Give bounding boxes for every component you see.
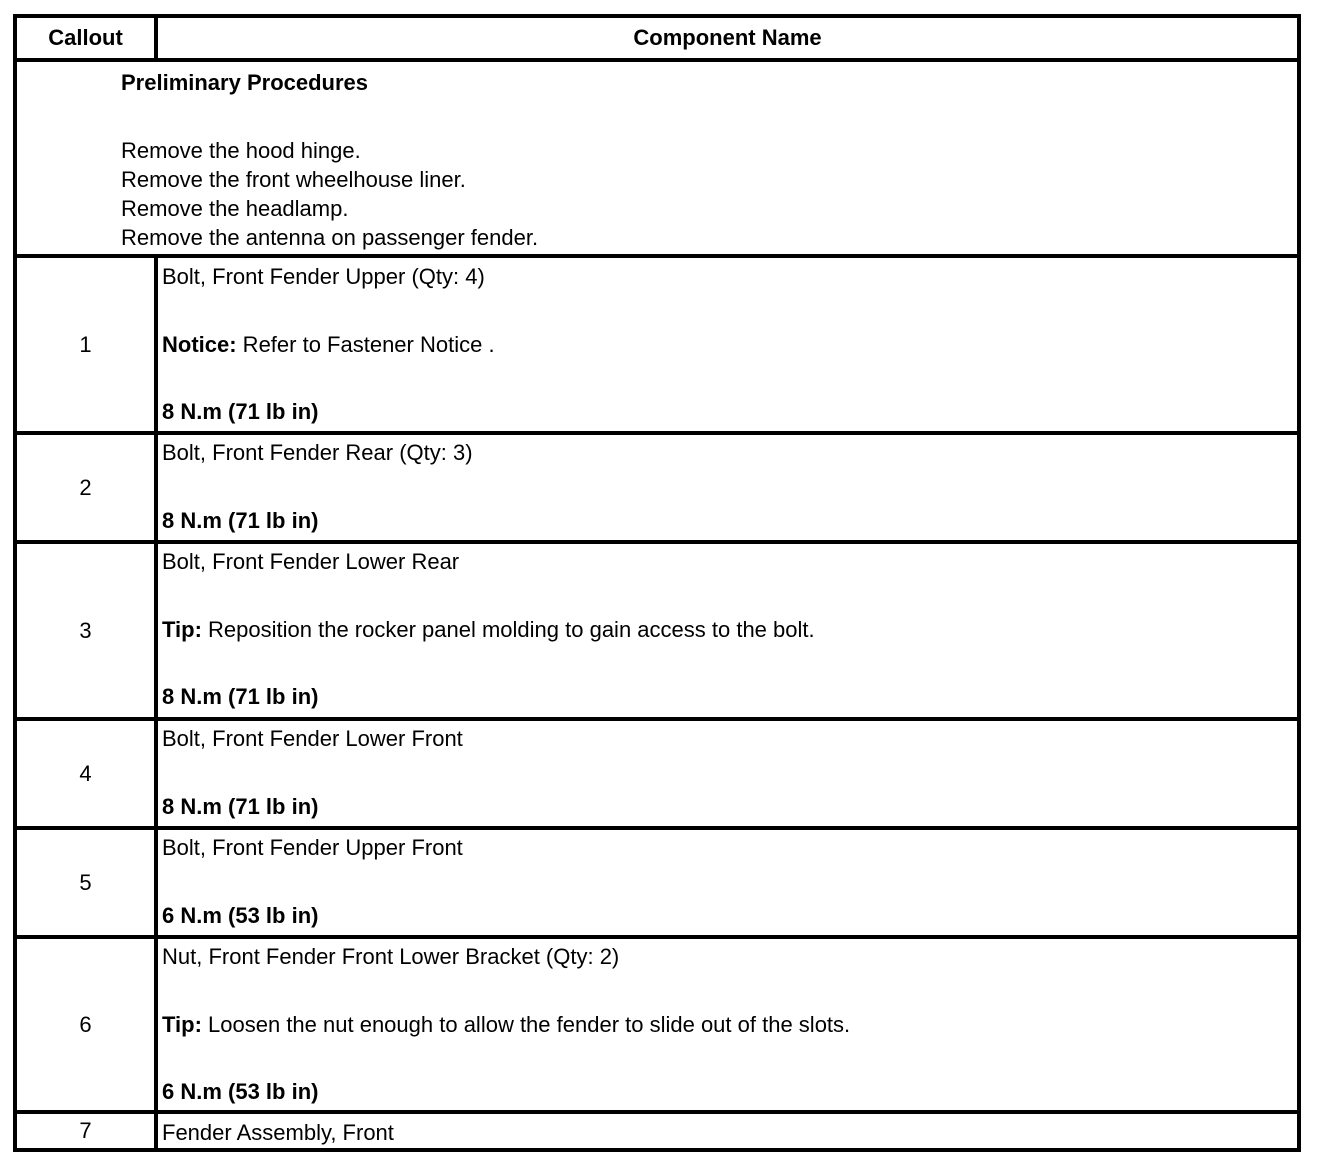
preliminary-procedures xyxy=(13,58,1301,254)
component-name: Nut, Front Fender Front Lower Bracket (Qty: 2) xyxy=(162,944,620,969)
table-row xyxy=(13,254,1301,431)
torque-spec: 8 N.m (71 lb in) xyxy=(162,684,319,709)
preliminary-step: Remove the headlamp. xyxy=(121,196,349,221)
component-name: Bolt, Front Fender Upper Front xyxy=(162,835,463,860)
component-name: Fender Assembly, Front xyxy=(162,1120,394,1145)
torque-spec: 8 N.m (71 lb in) xyxy=(162,399,319,424)
component-name: Bolt, Front Fender Upper (Qty: 4) xyxy=(162,264,485,289)
component-name: Bolt, Front Fender Rear (Qty: 3) xyxy=(162,440,473,465)
table-row xyxy=(13,1110,1301,1152)
preliminary-step: Remove the front wheelhouse liner. xyxy=(121,167,466,192)
table-row xyxy=(13,935,1301,1110)
component-note xyxy=(162,1014,850,1036)
preliminary-step: Remove the antenna on passenger fender. xyxy=(121,225,539,250)
callout-number: 7 xyxy=(79,1118,92,1143)
note-label: Tip: xyxy=(162,617,202,642)
callout-number: 2 xyxy=(79,474,92,500)
table-header xyxy=(13,14,1301,58)
callout-number: 6 xyxy=(79,1011,92,1037)
note-text: Reposition the rocker panel molding to gain access to the bolt. xyxy=(201,617,815,642)
torque-spec: 6 N.m (53 lb in) xyxy=(162,903,319,928)
component-name: Bolt, Front Fender Lower Rear xyxy=(162,549,460,574)
component-note xyxy=(162,619,815,641)
note-text: Refer to Fastener Notice . xyxy=(236,332,495,357)
table-row xyxy=(13,431,1301,540)
note-text: Loosen the nut enough to allow the fender to slide out of the slots. xyxy=(201,1012,851,1037)
table-row xyxy=(13,717,1301,826)
callout-number: 1 xyxy=(79,331,92,357)
torque-spec: 6 N.m (53 lb in) xyxy=(162,1079,319,1104)
header-component-name: Component Name xyxy=(154,18,1297,58)
note-label: Tip: xyxy=(162,1012,202,1037)
preliminary-title: Preliminary Procedures xyxy=(121,70,369,95)
note-label: Notice: xyxy=(162,332,237,357)
callout-number: 4 xyxy=(79,760,92,786)
torque-spec: 8 N.m (71 lb in) xyxy=(162,794,319,819)
component-note xyxy=(162,334,495,356)
table-row xyxy=(13,540,1301,717)
preliminary-step: Remove the hood hinge. xyxy=(121,138,361,163)
callout-number: 3 xyxy=(79,617,92,643)
torque-spec: 8 N.m (71 lb in) xyxy=(162,508,319,533)
table-row xyxy=(13,826,1301,935)
callout-number: 5 xyxy=(79,869,92,895)
header-callout: Callout xyxy=(48,25,123,50)
component-name: Bolt, Front Fender Lower Front xyxy=(162,726,463,751)
